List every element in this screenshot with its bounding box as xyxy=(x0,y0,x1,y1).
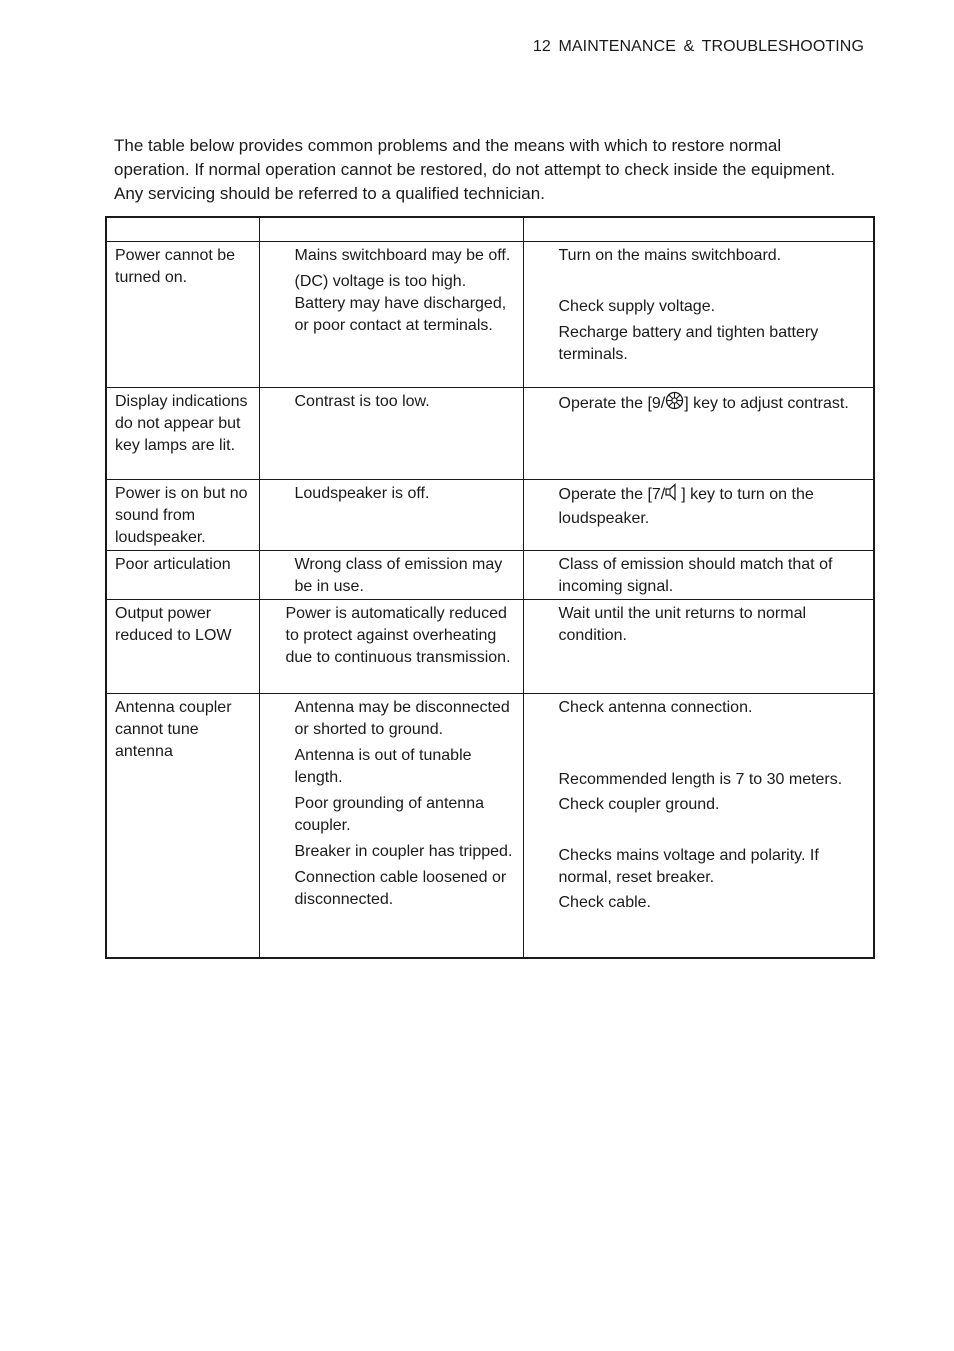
intro-paragraph: The table below provides common problems and the means with which to restore normal operation. If normal operation cannot be restored, do not attempt to check inside the equipment. Any servicing should be referred to a qualified technician. xyxy=(114,136,836,203)
table-row xyxy=(106,242,874,388)
symptom-text: Power is on but no sound from loudspeaker. xyxy=(115,485,248,546)
remedy-item: Recharge battery and tighten battery terminals. xyxy=(558,324,819,363)
remedy-text-pre: Operate the [9/ xyxy=(558,395,666,412)
remedy-cell xyxy=(523,480,874,551)
remedy-item: Check supply voltage. xyxy=(558,298,716,315)
cause-item: Power is automatically reduced to protect against overheating due to continuous transmission. xyxy=(285,605,511,666)
cause-item: Contrast is too low. xyxy=(294,393,430,410)
cause-cell xyxy=(259,551,523,600)
contrast-icon xyxy=(665,391,684,417)
table-row xyxy=(106,551,874,600)
troubleshooting-table xyxy=(105,216,875,959)
page-header: 12 MAINTENANCE & TROUBLESHOOTING xyxy=(532,38,864,55)
table-row xyxy=(106,480,874,551)
remedy-cell xyxy=(523,242,874,388)
symptom-text: Antenna coupler cannot tune antenna xyxy=(115,699,232,760)
remedy-item: Class of emission should match that of incoming signal. xyxy=(558,556,833,595)
cause-item: (DC) voltage is too high. xyxy=(294,273,467,290)
table-row xyxy=(106,600,874,694)
cause-item: Breaker in coupler has tripped. xyxy=(294,843,513,860)
symptom-text: Poor articulation xyxy=(115,556,231,573)
symptom-text: Display indications do not appear but key lamps are lit. xyxy=(115,393,248,454)
cause-cell xyxy=(259,480,523,551)
remedy-cell xyxy=(523,600,874,694)
cause-item: Wrong class of emission may be in use. xyxy=(294,556,503,595)
symptom-cell xyxy=(106,694,259,958)
symptom-cell xyxy=(106,242,259,388)
symptom-text: Power cannot be turned on. xyxy=(115,247,236,286)
cause-cell xyxy=(259,242,523,388)
cause-item: Loudspeaker is off. xyxy=(294,485,430,502)
cause-cell xyxy=(259,694,523,958)
header-cell-symptom xyxy=(106,217,259,242)
remedy-text-pre: Operate the [7/ xyxy=(558,486,666,503)
symptom-text: Output power reduced to LOW xyxy=(115,605,232,644)
remedy-item: Recommended length is 7 to 30 meters. xyxy=(558,771,843,788)
remedy-item xyxy=(524,480,874,530)
symptom-cell xyxy=(106,388,259,480)
speaker-icon xyxy=(665,483,681,508)
remedy-item: Turn on the mains switchboard. xyxy=(558,247,782,264)
table-row xyxy=(106,694,874,958)
remedy-item: Check coupler ground. xyxy=(558,796,720,813)
cause-item: Mains switchboard may be off. xyxy=(294,247,511,264)
cause-cell xyxy=(259,388,523,480)
table-row xyxy=(106,388,874,480)
cause-item: Poor grounding of antenna coupler. xyxy=(294,795,484,834)
cause-item: Antenna is out of tunable length. xyxy=(294,747,472,786)
remedy-item xyxy=(524,388,874,417)
remedy-item: Wait until the unit returns to normal condition. xyxy=(558,605,807,644)
remedy-cell xyxy=(523,551,874,600)
remedy-text-post: ] key to turn on the loudspeaker. xyxy=(558,486,814,527)
symptom-cell xyxy=(106,551,259,600)
remedy-cell xyxy=(523,388,874,480)
remedy-item: Check antenna connection. xyxy=(558,699,753,716)
header-cell-remedy xyxy=(523,217,874,242)
remedy-item: Check cable. xyxy=(558,894,651,911)
table-header-row xyxy=(106,217,874,242)
cause-cell xyxy=(259,600,523,694)
remedy-cell xyxy=(523,694,874,958)
cause-item: Antenna may be disconnected or shorted to ground. xyxy=(294,699,510,738)
remedy-text-post: ] key to adjust contrast. xyxy=(684,395,849,412)
remedy-item: Checks mains voltage and polarity. If normal, reset breaker. xyxy=(558,847,819,886)
header-cell-cause xyxy=(259,217,523,242)
cause-item: Connection cable loosened or disconnected. xyxy=(294,869,507,908)
symptom-cell xyxy=(106,480,259,551)
cause-item: Battery may have discharged, or poor contact at terminals. xyxy=(294,295,507,334)
symptom-cell xyxy=(106,600,259,694)
